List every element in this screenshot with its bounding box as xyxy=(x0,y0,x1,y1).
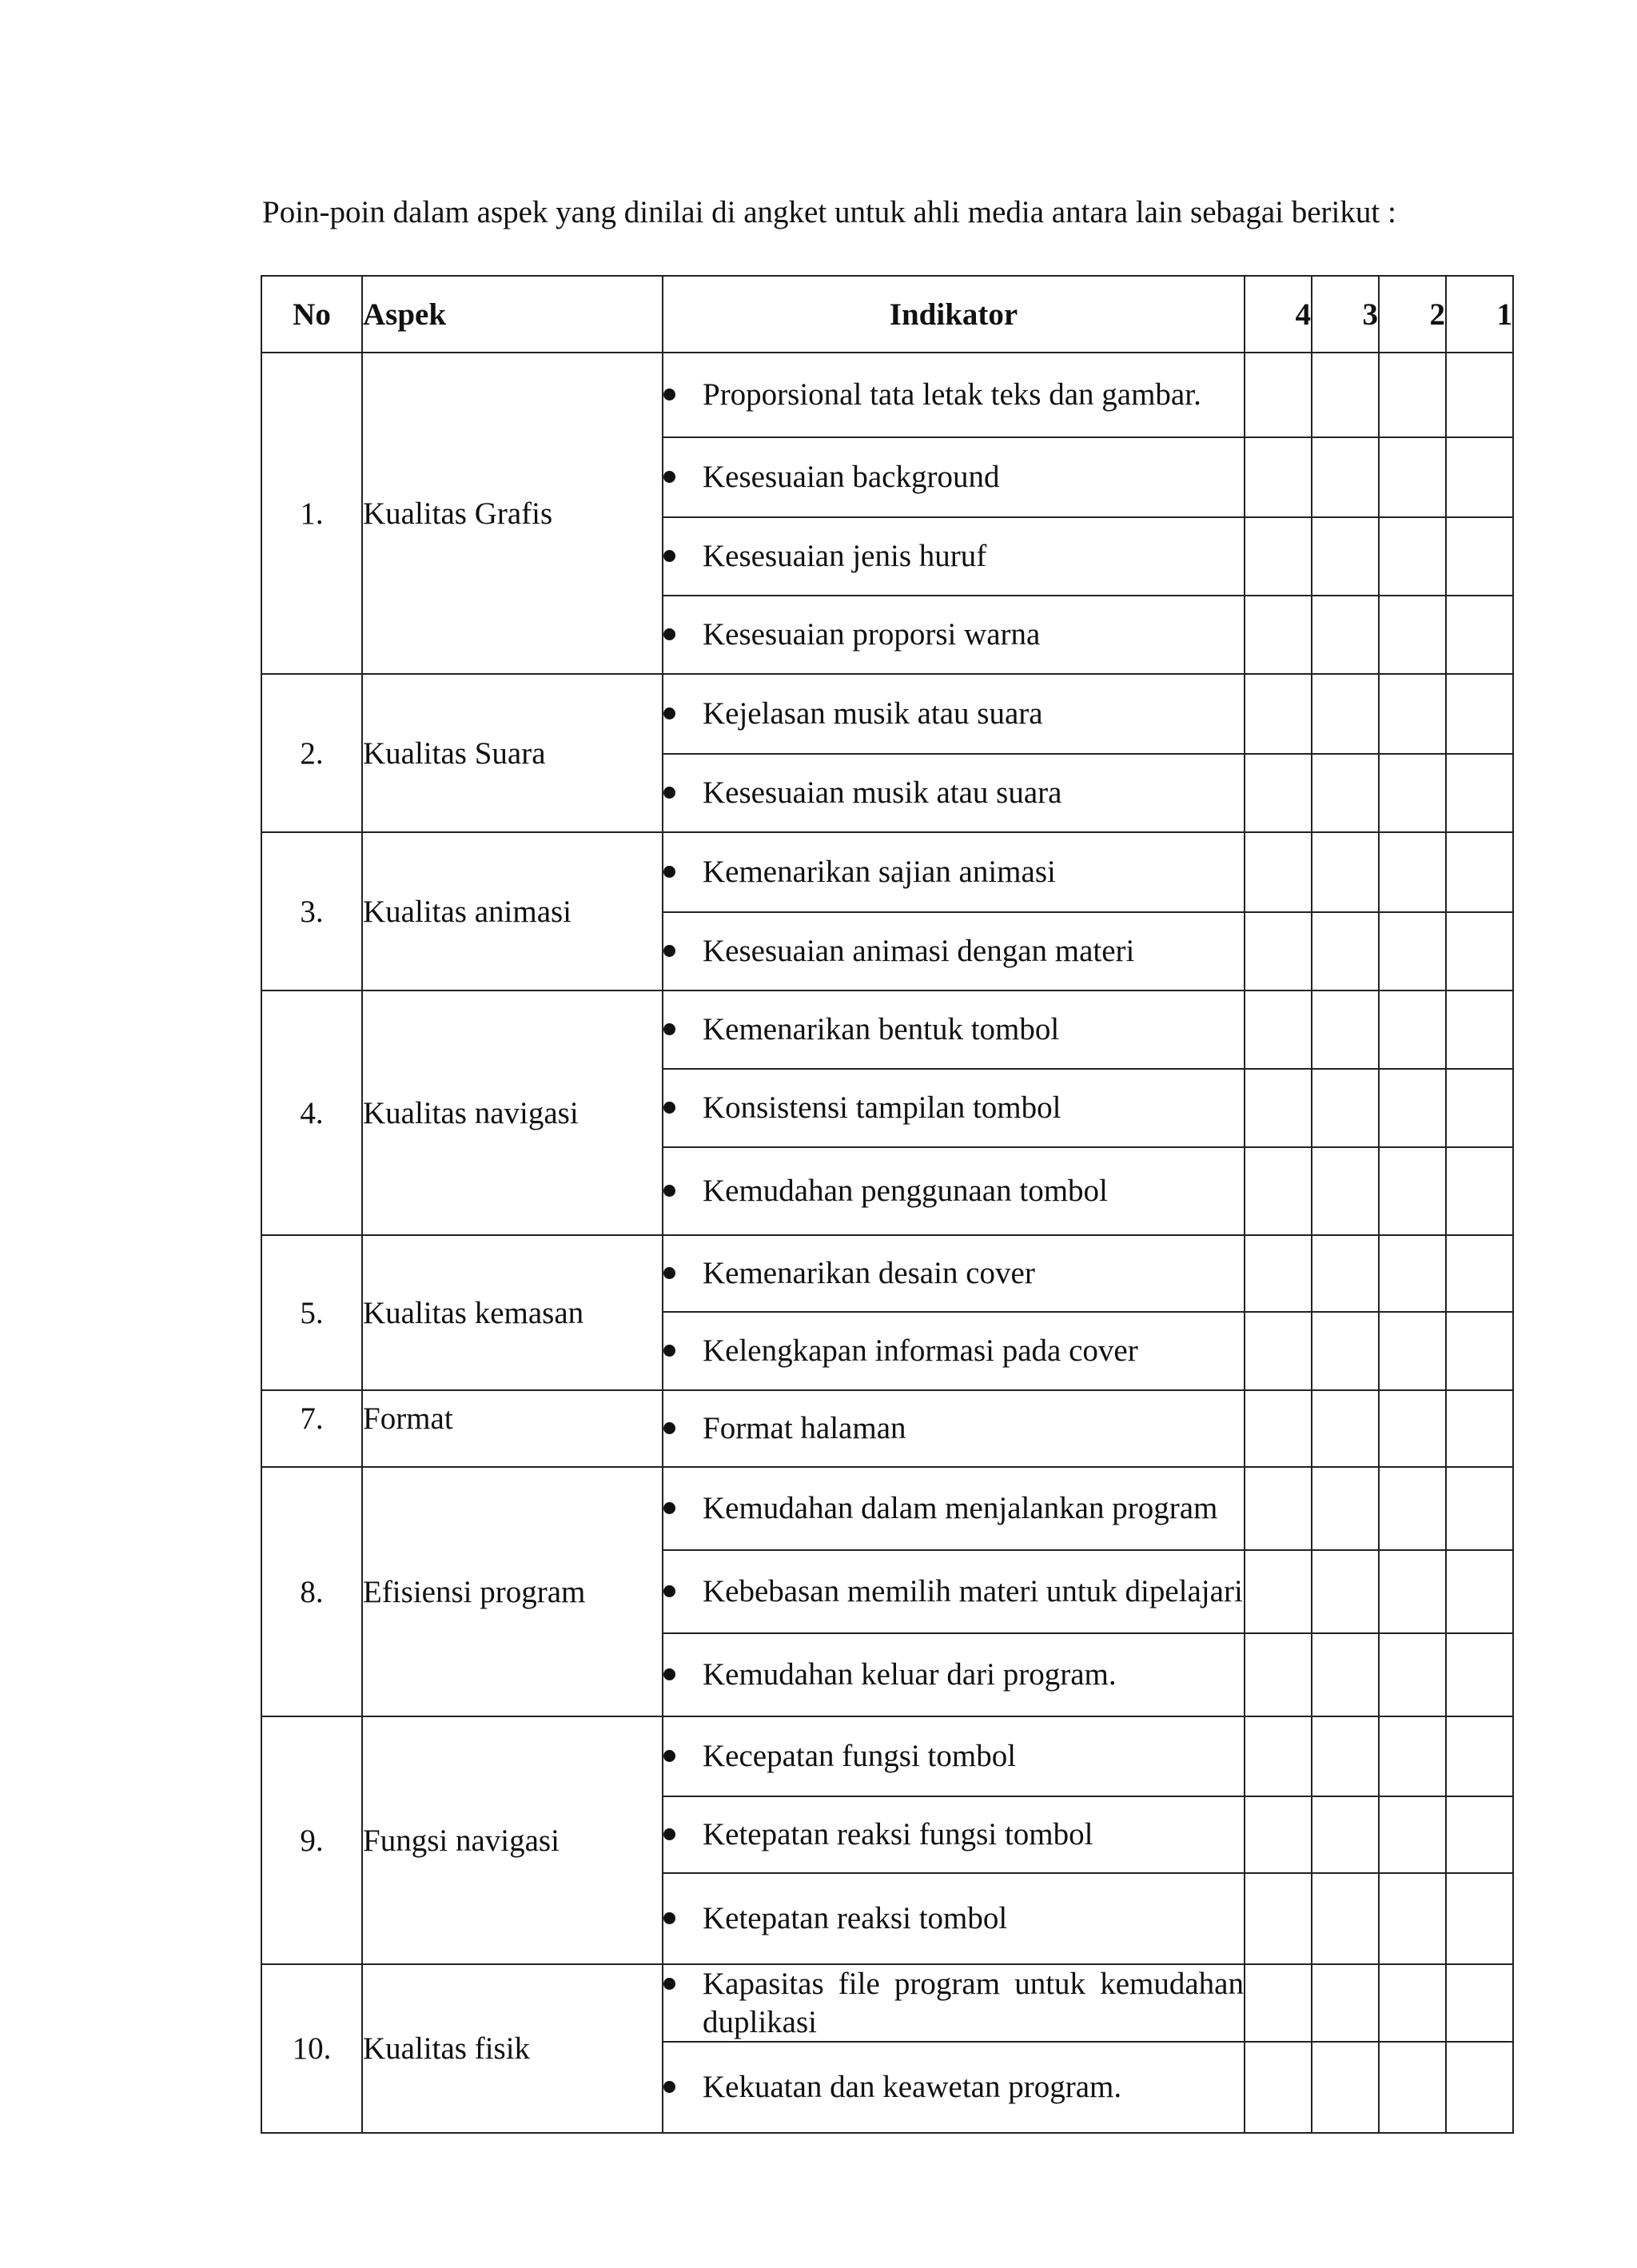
score-cell-2[interactable] xyxy=(1379,1147,1446,1235)
indikator-cell xyxy=(663,1467,1245,1550)
header-indikator: Indikator xyxy=(663,276,1245,353)
indikator-text: Ketepatan reaksi tombol xyxy=(703,1901,1008,1936)
indikator-text: Kesesuaian jenis huruf xyxy=(703,539,987,574)
score-cell-3[interactable] xyxy=(1312,1550,1379,1633)
table-row xyxy=(261,674,1513,754)
aspek-cell: Kualitas fisik xyxy=(362,1964,663,2133)
score-cell-1[interactable] xyxy=(1446,517,1513,596)
row-number: 1. xyxy=(261,353,362,674)
indikator-cell xyxy=(663,754,1245,832)
score-cell-1[interactable] xyxy=(1446,1147,1513,1235)
score-cell-2[interactable] xyxy=(1379,1550,1446,1633)
score-cell-4[interactable] xyxy=(1245,517,1312,596)
indikator-text: Konsistensi tampilan tombol xyxy=(703,1090,1061,1126)
score-cell-3[interactable] xyxy=(1312,991,1379,1069)
score-cell-1[interactable] xyxy=(1446,754,1513,832)
score-cell-4[interactable] xyxy=(1245,754,1312,832)
score-cell-2[interactable] xyxy=(1379,2042,1446,2133)
score-cell-3[interactable] xyxy=(1312,1467,1379,1550)
score-cell-3[interactable] xyxy=(1312,1069,1379,1147)
score-cell-3[interactable] xyxy=(1312,596,1379,674)
score-cell-3[interactable] xyxy=(1312,1312,1379,1390)
score-cell-3[interactable] xyxy=(1312,1390,1379,1467)
score-cell-2[interactable] xyxy=(1379,1390,1446,1467)
indikator-text: Kesesuaian animasi dengan materi xyxy=(703,934,1135,969)
indikator-text: Kejelasan musik atau suara xyxy=(703,696,1043,731)
indikator-text: Kemudahan keluar dari program. xyxy=(703,1657,1117,1692)
score-cell-1[interactable] xyxy=(1446,1069,1513,1147)
bullet-icon xyxy=(663,1267,675,1279)
score-cell-3[interactable] xyxy=(1312,1235,1379,1312)
score-cell-1[interactable] xyxy=(1446,1235,1513,1312)
score-cell-4[interactable] xyxy=(1245,1069,1312,1147)
table-row xyxy=(261,832,1513,912)
aspek-cell: Kualitas Grafis xyxy=(362,353,663,674)
score-cell-1[interactable] xyxy=(1446,437,1513,517)
score-cell-2[interactable] xyxy=(1379,437,1446,517)
indikator-cell xyxy=(663,596,1245,674)
bullet-icon xyxy=(663,1102,675,1114)
bullet-icon xyxy=(663,1502,675,1514)
score-cell-1[interactable] xyxy=(1446,1467,1513,1550)
indikator-cell xyxy=(663,2042,1245,2133)
score-cell-1[interactable] xyxy=(1446,912,1513,991)
aspek-cell: Kualitas kemasan xyxy=(362,1235,663,1390)
bullet-icon xyxy=(663,1422,675,1434)
score-cell-1[interactable] xyxy=(1446,1873,1513,1964)
score-cell-4[interactable] xyxy=(1245,912,1312,991)
score-cell-3[interactable] xyxy=(1312,1147,1379,1235)
score-cell-3[interactable] xyxy=(1312,832,1379,912)
bullet-icon xyxy=(663,1978,675,1990)
row-number: 2. xyxy=(261,674,362,832)
score-cell-2[interactable] xyxy=(1379,1796,1446,1873)
bullet-icon xyxy=(663,628,675,640)
score-cell-2[interactable] xyxy=(1379,353,1446,437)
score-cell-3[interactable] xyxy=(1312,1633,1379,1716)
row-number: 5. xyxy=(261,1235,362,1390)
header-no: No xyxy=(261,276,362,353)
score-cell-1[interactable] xyxy=(1446,596,1513,674)
header-row xyxy=(261,276,1513,353)
indikator-text: Kecepatan fungsi tombol xyxy=(703,1739,1017,1774)
indikator-text: Proporsional tata letak teks dan gambar. xyxy=(703,377,1201,413)
score-cell-2[interactable] xyxy=(1379,1467,1446,1550)
score-cell-1[interactable] xyxy=(1446,2042,1513,2133)
bullet-icon xyxy=(663,1912,675,1924)
score-cell-4[interactable] xyxy=(1245,2042,1312,2133)
indikator-cell xyxy=(663,1633,1245,1716)
score-cell-1[interactable] xyxy=(1446,1390,1513,1467)
indikator-text: Kesesuaian musik atau suara xyxy=(703,775,1062,811)
indikator-cell xyxy=(663,1796,1245,1873)
indikator-cell xyxy=(663,1873,1245,1964)
indikator-text: Kelengkapan informasi pada cover xyxy=(703,1333,1138,1369)
indikator-text: Kekuatan dan keawetan program. xyxy=(703,2070,1122,2105)
row-number: 9. xyxy=(261,1716,362,1964)
bullet-icon xyxy=(663,471,675,483)
score-cell-2[interactable] xyxy=(1379,1964,1446,2042)
bullet-icon xyxy=(663,1023,675,1035)
table-row xyxy=(261,1467,1513,1550)
score-cell-3[interactable] xyxy=(1312,1964,1379,2042)
table-row xyxy=(261,1716,1513,1796)
score-cell-4[interactable] xyxy=(1245,1964,1312,2042)
score-cell-3[interactable] xyxy=(1312,912,1379,991)
intro-text: Poin-poin dalam aspek yang dinilai di angket untuk ahli media antara lain sebagai berikut : xyxy=(262,195,1396,229)
bullet-icon xyxy=(663,1345,675,1357)
score-cell-1[interactable] xyxy=(1446,1312,1513,1390)
indikator-cell xyxy=(663,437,1245,517)
score-cell-4[interactable] xyxy=(1245,596,1312,674)
indikator-cell xyxy=(663,912,1245,991)
row-number: 10. xyxy=(261,1964,362,2133)
score-cell-1[interactable] xyxy=(1446,353,1513,437)
score-cell-4[interactable] xyxy=(1245,1467,1312,1550)
aspek-cell: Kualitas navigasi xyxy=(362,991,663,1235)
score-cell-4[interactable] xyxy=(1245,991,1312,1069)
indikator-cell xyxy=(663,832,1245,912)
indikator-text: Kebebasan memilih materi untuk dipelajari xyxy=(703,1574,1243,1609)
score-cell-4[interactable] xyxy=(1245,353,1312,437)
score-cell-4[interactable] xyxy=(1245,1796,1312,1873)
score-cell-4[interactable] xyxy=(1245,674,1312,754)
score-cell-1[interactable] xyxy=(1446,991,1513,1069)
indikator-cell xyxy=(663,1716,1245,1796)
score-cell-4[interactable] xyxy=(1245,1235,1312,1312)
score-cell-4[interactable] xyxy=(1245,832,1312,912)
bullet-icon xyxy=(663,1185,675,1197)
score-cell-2[interactable] xyxy=(1379,1633,1446,1716)
bullet-icon xyxy=(663,1828,675,1840)
indikator-text: Kemudahan penggunaan tombol xyxy=(703,1174,1108,1209)
header-score-3: 3 xyxy=(1312,276,1379,353)
indikator-cell xyxy=(663,1964,1245,2042)
indikator-cell xyxy=(663,517,1245,596)
row-number: 4. xyxy=(261,991,362,1235)
table-body xyxy=(261,353,1513,2133)
score-cell-1[interactable] xyxy=(1446,1796,1513,1873)
indikator-cell xyxy=(663,1550,1245,1633)
table-row xyxy=(261,1390,1513,1467)
score-cell-1[interactable] xyxy=(1446,1550,1513,1633)
indikator-cell xyxy=(663,1069,1245,1147)
score-cell-2[interactable] xyxy=(1379,517,1446,596)
bullet-icon xyxy=(663,389,675,401)
aspek-cell: Efisiensi program xyxy=(362,1467,663,1716)
bullet-icon xyxy=(663,2081,675,2093)
indikator-text: Kemenarikan desain cover xyxy=(703,1256,1035,1291)
score-cell-3[interactable] xyxy=(1312,1873,1379,1964)
aspek-cell: Fungsi navigasi xyxy=(362,1716,663,1964)
indikator-cell xyxy=(663,353,1245,437)
score-cell-3[interactable] xyxy=(1312,437,1379,517)
table-row xyxy=(261,991,1513,1069)
indikator-text: Kesesuaian background xyxy=(703,460,1000,495)
score-cell-2[interactable] xyxy=(1379,1312,1446,1390)
row-number: 3. xyxy=(261,832,362,991)
indikator-text: Format halaman xyxy=(703,1411,906,1446)
bullet-icon xyxy=(663,708,675,719)
score-cell-2[interactable] xyxy=(1379,674,1446,754)
indikator-cell xyxy=(663,1235,1245,1312)
score-cell-3[interactable] xyxy=(1312,1716,1379,1796)
indikator-cell xyxy=(663,1312,1245,1390)
score-cell-4[interactable] xyxy=(1245,1390,1312,1467)
score-cell-1[interactable] xyxy=(1446,832,1513,912)
bullet-icon xyxy=(663,945,675,957)
row-number: 8. xyxy=(261,1467,362,1716)
bullet-icon xyxy=(663,1750,675,1762)
indikator-cell xyxy=(663,991,1245,1069)
bullet-icon xyxy=(663,787,675,799)
indikator-text: Kemenarikan sajian animasi xyxy=(703,855,1056,890)
score-cell-3[interactable] xyxy=(1312,517,1379,596)
header-score-1: 1 xyxy=(1446,276,1513,353)
aspek-cell: Format xyxy=(362,1390,663,1467)
score-cell-3[interactable] xyxy=(1312,674,1379,754)
table-row xyxy=(261,1235,1513,1312)
table-row xyxy=(261,1964,1513,2042)
table-row xyxy=(261,353,1513,437)
score-cell-4[interactable] xyxy=(1245,1550,1312,1633)
bullet-icon xyxy=(663,866,675,878)
header-aspek: Aspek xyxy=(362,276,663,353)
score-cell-2[interactable] xyxy=(1379,912,1446,991)
header-score-2: 2 xyxy=(1379,276,1446,353)
score-cell-1[interactable] xyxy=(1446,1633,1513,1716)
indikator-cell xyxy=(663,674,1245,754)
bullet-icon xyxy=(663,1585,675,1597)
header-score-4: 4 xyxy=(1245,276,1312,353)
score-cell-2[interactable] xyxy=(1379,1873,1446,1964)
score-cell-2[interactable] xyxy=(1379,1235,1446,1312)
score-cell-2[interactable] xyxy=(1379,1069,1446,1147)
aspek-cell: Kualitas animasi xyxy=(362,832,663,991)
score-cell-2[interactable] xyxy=(1379,832,1446,912)
indikator-text: Kapasitas file program untuk kemudahan duplikasi xyxy=(703,1967,1244,2039)
bullet-icon xyxy=(663,1668,675,1680)
score-cell-3[interactable] xyxy=(1312,1796,1379,1873)
score-cell-4[interactable] xyxy=(1245,1873,1312,1964)
score-cell-2[interactable] xyxy=(1379,991,1446,1069)
score-cell-3[interactable] xyxy=(1312,2042,1379,2133)
score-cell-3[interactable] xyxy=(1312,754,1379,832)
score-cell-2[interactable] xyxy=(1379,754,1446,832)
indikator-text: Kesesuaian proporsi warna xyxy=(703,617,1041,652)
score-cell-1[interactable] xyxy=(1446,1964,1513,2042)
score-cell-1[interactable] xyxy=(1446,1716,1513,1796)
assessment-table xyxy=(261,275,1514,2134)
indikator-text: Ketepatan reaksi fungsi tombol xyxy=(703,1817,1093,1852)
indikator-text: Kemudahan dalam menjalankan program xyxy=(703,1491,1218,1526)
score-cell-1[interactable] xyxy=(1446,674,1513,754)
score-cell-2[interactable] xyxy=(1379,1716,1446,1796)
score-cell-4[interactable] xyxy=(1245,1633,1312,1716)
aspek-cell: Kualitas Suara xyxy=(362,674,663,832)
score-cell-3[interactable] xyxy=(1312,353,1379,437)
score-cell-4[interactable] xyxy=(1245,437,1312,517)
bullet-icon xyxy=(663,550,675,562)
score-cell-4[interactable] xyxy=(1245,1716,1312,1796)
score-cell-4[interactable] xyxy=(1245,1312,1312,1390)
score-cell-2[interactable] xyxy=(1379,596,1446,674)
row-number: 7. xyxy=(261,1390,362,1467)
score-cell-4[interactable] xyxy=(1245,1147,1312,1235)
indikator-cell xyxy=(663,1147,1245,1235)
indikator-text: Kemenarikan bentuk tombol xyxy=(703,1012,1060,1047)
indikator-cell xyxy=(663,1390,1245,1467)
